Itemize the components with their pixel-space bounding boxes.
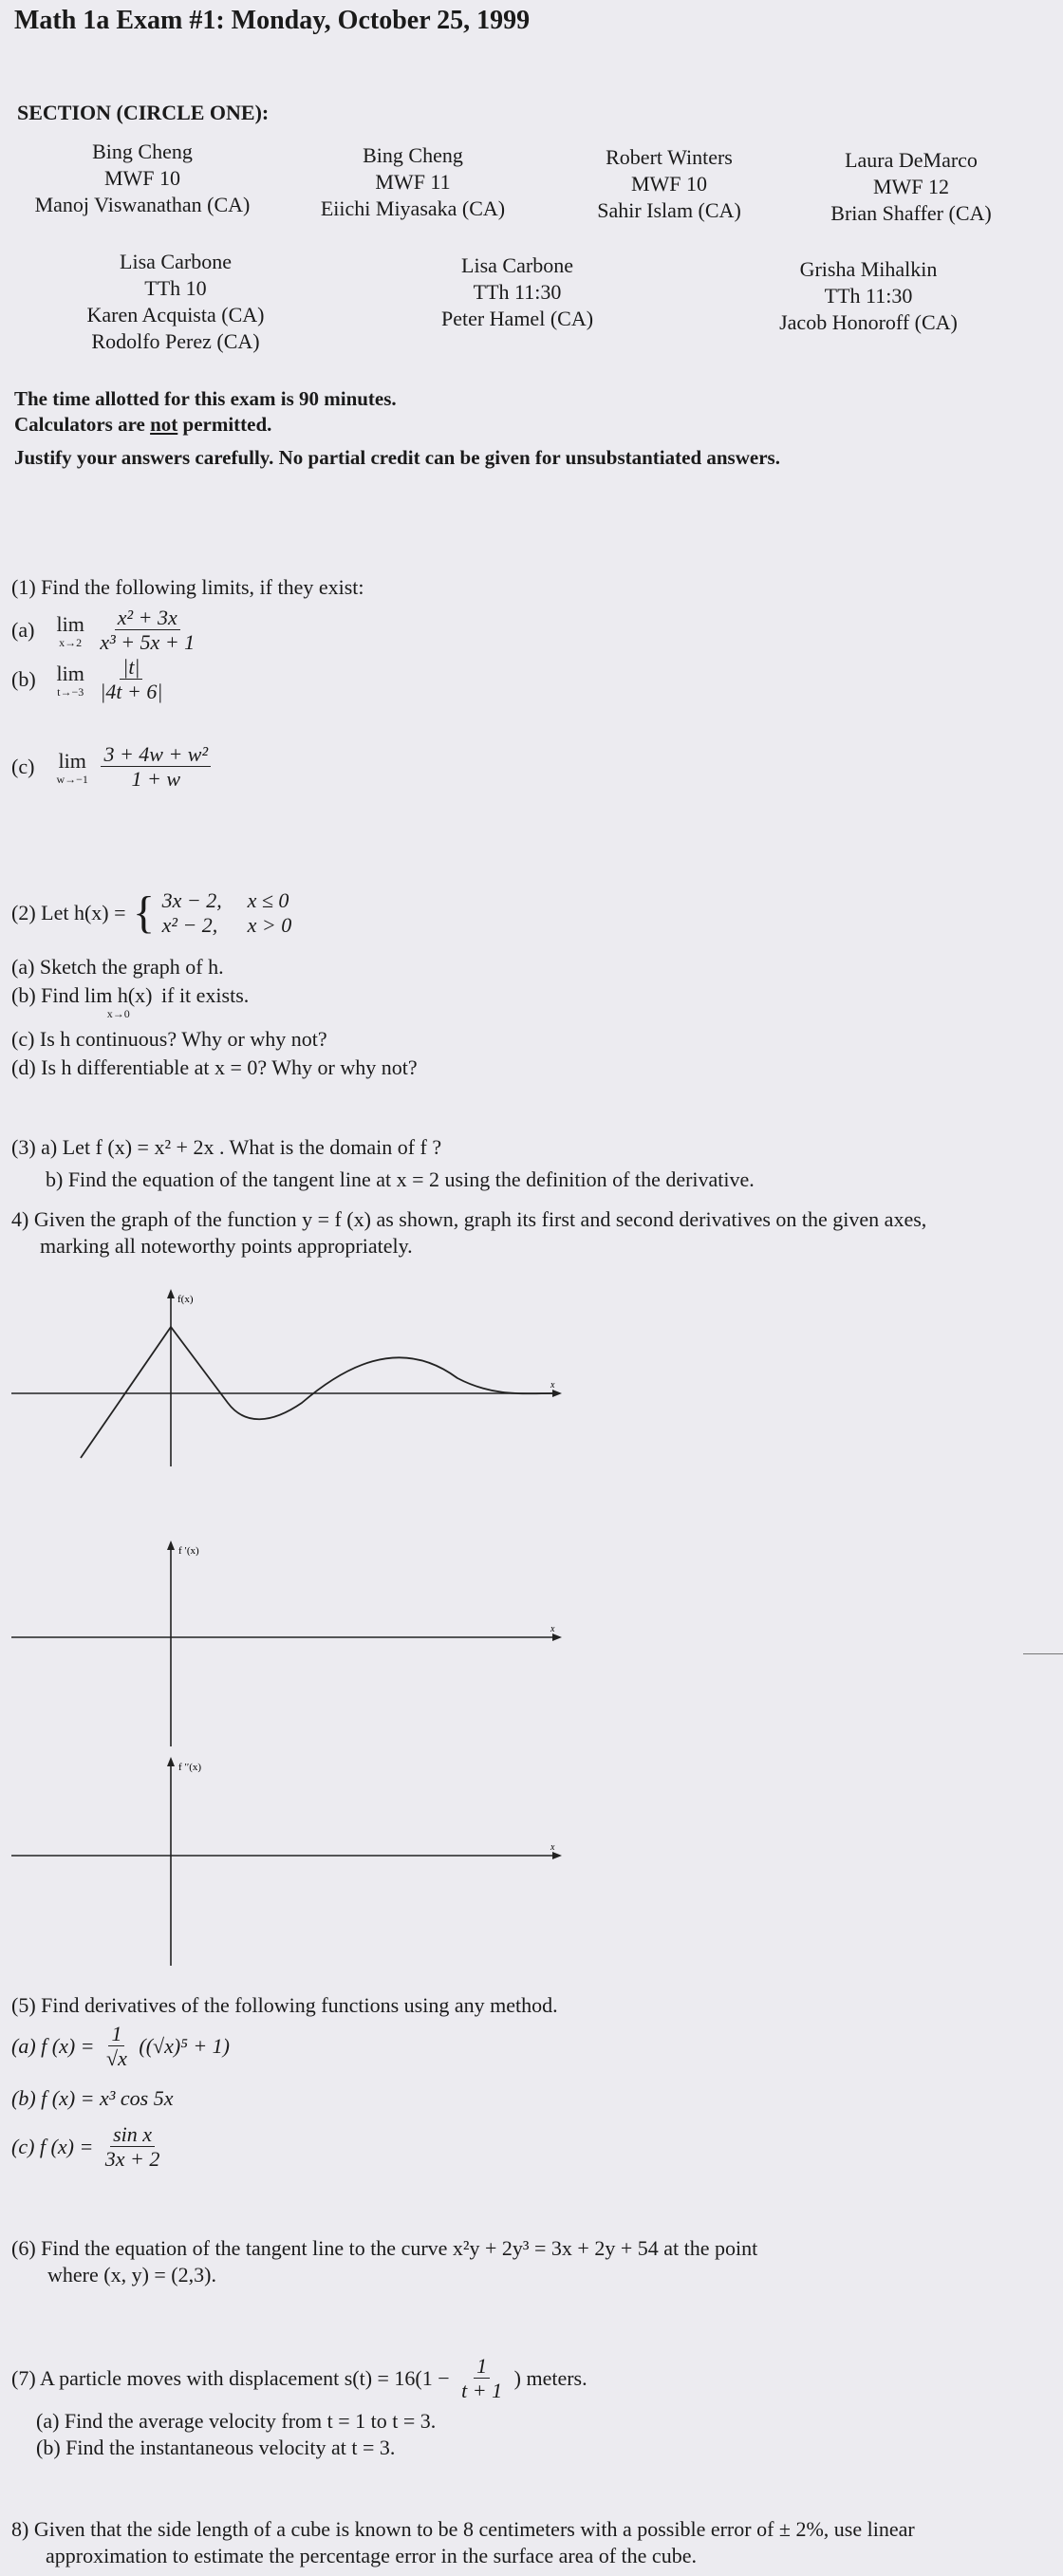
numerator: sin x [110,2122,155,2147]
section-instructor: Bing Cheng [363,143,463,167]
q2-b-tail: if it exists. [161,983,250,1007]
section-ca: Jacob Honoroff (CA) [779,310,958,334]
lim-text: lim [56,661,84,685]
q1-intro: (1) Find the following limits, if they exist: [11,575,364,599]
section-heading: SECTION (CIRCLE ONE): [17,101,270,124]
q7-statement [11,2354,587,2403]
q6-line2: where (x, y) = (2,3). [47,2263,216,2287]
denominator: x³ + 5x + 1 [100,630,196,655]
arrow-icon [552,1852,562,1859]
section-time: MWF 10 [630,172,708,196]
section-time: TTh 11:30 [473,280,562,304]
section-instructor: Lisa Carbone [461,253,573,277]
numerator: 1 [108,2022,124,2046]
numerator: 3 + 4w + w² [101,742,211,767]
section-instructor: Bing Cheng [92,140,193,163]
lim-sub: t→−3 [57,684,84,699]
graph-f-label: f(x) [177,1294,194,1305]
function-curve [81,1327,552,1458]
q2-c: (c) Is h continuous? Why or why not? [11,1027,327,1051]
q5-a-tail: ((√x)⁵ + 1) [139,2033,231,2058]
q1-a-label: (a) [11,617,35,642]
section-ca: Peter Hamel (CA) [440,307,594,330]
q1-c-fraction [101,742,211,792]
q5-a-lead: (a) f (x) = [11,2033,95,2058]
q2-case1-cond: x ≤ 0 [247,888,289,912]
instruction-calculators [14,413,271,437]
denominator: 3x + 2 [104,2147,160,2172]
axis-label: x [550,1380,555,1391]
section-time: MWF 11 [375,170,451,194]
q2-lead: (2) Let h(x) = [11,901,126,924]
q5-intro: (5) Find derivatives of the following functions using any method. [11,1993,558,2017]
graph-f-double-prime [0,1749,569,1968]
section-option[interactable] [52,249,299,355]
numerator: x² + 3x [115,606,180,630]
section-option[interactable] [14,139,270,218]
section-time: TTh 10 [144,276,207,300]
numerator: 1 [474,2354,490,2379]
section-instructor: Lisa Carbone [120,250,232,273]
q2-d: (d) Is h differentiable at x = 0? Why or why not? [11,1055,418,1079]
lim-text: lim [56,611,84,636]
graph-f-prime [0,1533,569,1751]
section-ca-secondary: Rodolfo Perez (CA) [91,329,260,353]
q5-c-lead: (c) f (x) = [11,2134,94,2158]
q1-part-a [11,606,201,655]
q2-cases [162,888,292,938]
exam-title: Math 1a Exam #1: Monday, October 25, 1999 [14,6,531,35]
q1-b-fraction [97,655,165,704]
q7-b: (b) Find the instantaneous velocity at t = 3. [36,2436,396,2459]
axis-label: x [550,1624,555,1634]
q2-b [11,983,249,1019]
q4-line1: 4) Given the graph of the function y = f (x) as shown, graph its first and second derivatives on the given axes, [11,1207,927,1231]
section-option[interactable] [802,147,1020,227]
section-time: TTh 11:30 [824,284,913,308]
q2-case2-expr: x² − 2, [161,913,218,937]
lim-sub: x→0 [106,1007,130,1020]
denominator: √x [106,2046,127,2071]
q8-line2: approximation to estimate the percentage error in the surface area of the cube. [46,2544,697,2567]
q2-case2-cond: x > 0 [247,913,292,937]
q1-a-lim [57,612,84,648]
arrow-icon [167,1540,175,1550]
scan-mark [1023,1653,1063,1654]
instruction-justify: Justify your answers carefully. No partial credit can be given for unsubstantiated answers. [14,446,780,469]
section-ca: Manoj Viswanathan (CA) [34,193,251,216]
section-option[interactable] [399,252,636,332]
section-time: MWF 12 [872,175,950,198]
graph-f-prime-label: f ′(x) [178,1545,199,1557]
instruction-calculators-c: permitted. [177,413,272,436]
q5-a [11,2022,230,2071]
lim-sub: x→2 [59,635,83,649]
arrow-icon [167,1289,175,1298]
arrow-icon [167,1757,175,1766]
section-ca: Eiichi Miyasaka (CA) [320,196,506,220]
q2-a: (a) Sketch the graph of h. [11,955,224,979]
q1-c-lim [57,749,88,785]
section-option[interactable] [560,144,778,224]
q5-a-fraction [103,2022,130,2071]
q1-part-b [11,655,169,704]
q7-tail: ) meters. [513,2365,587,2390]
q5-c [11,2122,166,2172]
q1-c-label: (c) [11,754,35,778]
q5-b: (b) f (x) = x³ cos 5x [11,2086,174,2110]
arrow-icon [552,1633,562,1641]
denominator: |4t + 6| [100,680,163,704]
q1-part-c [11,742,214,792]
q8-line1: 8) Given that the side length of a cube is known to be 8 centimeters with a possible error of ± 2%, use linear [11,2517,915,2541]
section-instructor: Grisha Mihalkin [799,257,938,281]
lim-sub: w→−1 [56,772,88,786]
section-instructor: Laura DeMarco [845,148,978,172]
q4-line2: marking all noteworthy points appropriately. [40,1234,413,1258]
axis-label: x [550,1842,555,1853]
arrow-icon [552,1390,562,1397]
denominator: t + 1 [461,2379,503,2403]
brace-icon: { [133,887,156,938]
q7-a: (a) Find the average velocity from t = 1 to t = 3. [36,2409,437,2433]
q1-b-lim [57,662,84,698]
q2-b-text: (b) Find [11,983,80,1007]
section-instructor: Robert Winters [606,145,733,169]
denominator: 1 + w [131,767,181,792]
section-time: MWF 10 [103,166,181,190]
numerator: |t| [120,655,142,680]
graph-f-double-prime-label: f ′′(x) [178,1762,202,1773]
q3-b: b) Find the equation of the tangent line at x = 2 using the definition of the derivative. [46,1167,755,1191]
q2-b-lim [84,983,153,1019]
instruction-time: The time allotted for this exam is 90 minutes. [14,387,397,410]
q2-case1-expr: 3x − 2, [161,888,222,912]
lim-text: lim [58,748,86,773]
q7-fraction [458,2354,505,2403]
section-ca: Sahir Islam (CA) [597,198,741,222]
q5-c-fraction [103,2122,163,2172]
lim-text: lim h(x) [84,983,153,1007]
q2-definition [11,888,291,938]
q6-line1: (6) Find the equation of the tangent line to the curve x²y + 2y³ = 3x + 2y + 54 at the point [11,2236,758,2260]
section-ca: Brian Shaffer (CA) [830,201,992,225]
instruction-calculators-a: Calculators are [14,413,151,436]
section-option[interactable] [285,142,541,222]
graph-f [0,1281,569,1471]
q1-b-label: (b) [11,666,36,691]
instruction-calculators-not: not [150,413,178,436]
q3-a: (3) a) Let f (x) = x² + 2x . What is the domain of f ? [11,1135,442,1159]
section-option[interactable] [740,256,997,336]
q7-lead: (7) A particle moves with displacement s(t) = 16(1 − [11,2365,450,2390]
q1-a-fraction [97,606,197,655]
section-ca: Karen Acquista (CA) [86,303,265,327]
